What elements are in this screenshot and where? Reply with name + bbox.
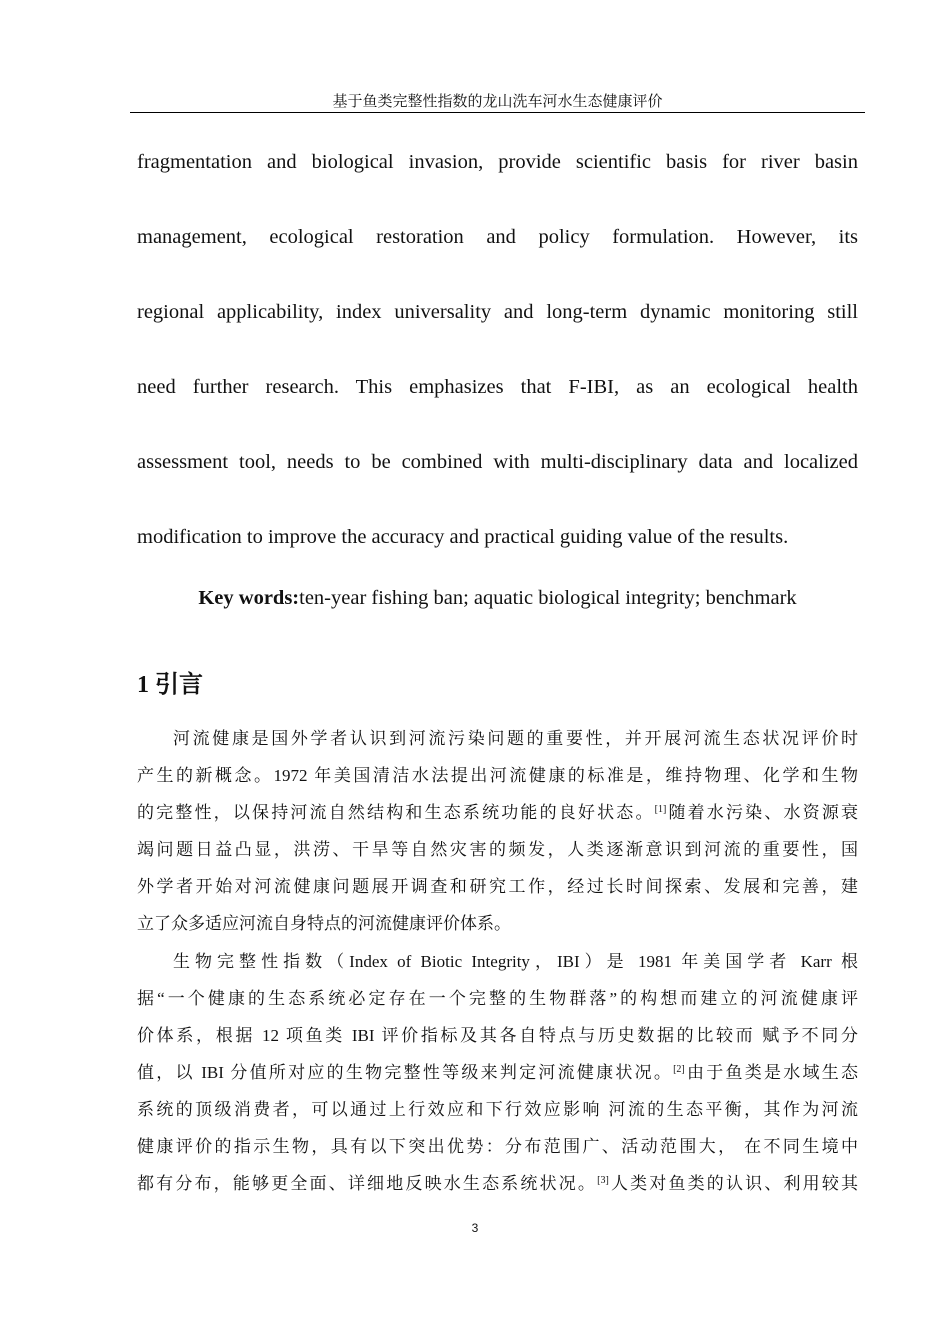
paragraph-text: 由于鱼类是水域生态 xyxy=(684,1062,858,1082)
paragraph-line: 系统的顶级消费者，可以通过上行效应和下行效应影响 河流的生态平衡，其作为河流 xyxy=(137,1099,858,1119)
paragraph-text: 都有分布，能够更全面、详细地反映水生态系统状况。 xyxy=(137,1174,598,1194)
paragraph-line: 外学者开始对河流健康问题展开调查和研究工作，经过长时间探索、发展和完善，建 xyxy=(137,877,858,897)
citation-ref: [3] xyxy=(597,1175,609,1187)
paragraph-line: 价体系，根据 12 项鱼类 IBI 评价指标及其各自特点与历史数据的比较而 赋予不同分 xyxy=(137,1025,858,1045)
paragraph-text: 值，以 IBI 分值所对应的生物完整性等级来判定河流健康状况。 xyxy=(137,1062,674,1082)
keywords-label: Key words: xyxy=(198,587,300,609)
paragraph-line xyxy=(137,1169,858,1206)
paragraph-line: 产生的新概念。1972 年美国清洁水法提出河流健康的标准是，维持物理、化学和生物 xyxy=(137,766,858,786)
paragraph-line: 据“一个健康的生态系统必定存在一个完整的生物群落”的构想而建立的河流健康评 xyxy=(137,988,858,1008)
paragraph-line: 竭问题日益凸显，洪涝、干旱等自然灾害的频发，人类逐渐意识到河流的重要性，国 xyxy=(137,840,858,860)
citation-ref: [2] xyxy=(673,1063,685,1075)
paragraph-line xyxy=(137,798,858,835)
abstract-line: fragmentation and biological invasion, provide scientific basis for river basin xyxy=(137,151,858,173)
section-body xyxy=(137,724,858,1206)
paragraph-line: 健康评价的指示生物，具有以下突出优势：分布范围广、活动范围大， 在不同生境中 xyxy=(137,1137,858,1157)
section-heading: 1 引言 xyxy=(137,672,203,698)
paragraph-line: 河流健康是国外学者认识到河流污染问题的重要性，并开展河流生态状况评价时 xyxy=(173,729,858,748)
header-rule xyxy=(130,112,865,113)
paragraph-text: 人类对鱼类的认识、利用较其 xyxy=(608,1174,858,1194)
abstract-line: regional applicability, index universality and long-term dynamic monitoring still xyxy=(137,301,858,323)
abstract-line: management, ecological restoration and policy formulation. However, its xyxy=(137,226,858,248)
abstract-line: need further research. This emphasizes that F-IBI, as an ecological health xyxy=(137,376,858,398)
paragraph-line xyxy=(137,1058,858,1095)
page-number: 3 xyxy=(471,1221,479,1235)
abstract-line: assessment tool, needs to be combined with multi-disciplinary data and localized xyxy=(137,451,858,473)
paragraph-line: 立了众多适应河流自身特点的河流健康评价体系。 xyxy=(137,914,511,934)
paragraph-text: 随着水污染、水资源衰 xyxy=(666,803,858,823)
abstract-continuation xyxy=(137,143,858,593)
keywords xyxy=(137,583,858,613)
citation-ref: [1] xyxy=(654,804,667,816)
paragraph-text: 的完整性，以保持河流自然结构和生态系统功能的良好状态。 xyxy=(137,803,655,823)
paragraph-line: 生物完整性指数（Index of Biotic Integrity，IBI）是 1981 年美国学者 Karr 根 xyxy=(173,951,858,971)
keywords-text: ten-year fishing ban; aquatic biological integrity; benchmark xyxy=(299,587,797,609)
running-header: 基于鱼类完整性指数的龙山洗车河水生态健康评价 xyxy=(332,94,663,110)
abstract-line: modification to improve the accuracy and practical guiding value of the results. xyxy=(137,526,789,548)
